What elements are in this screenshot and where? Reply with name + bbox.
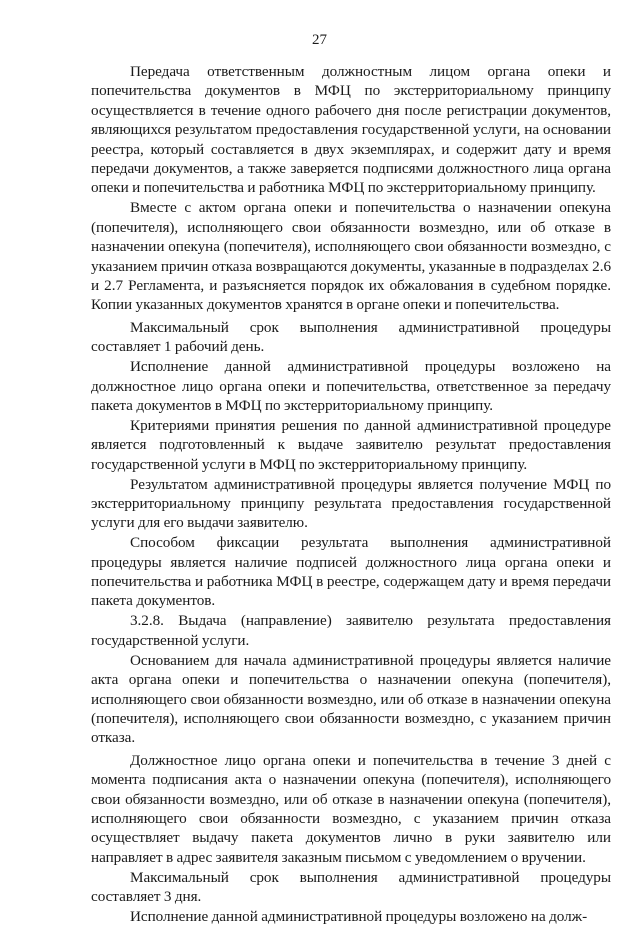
paragraph-fixation-method: Способом фиксации результата выполнения административной процедуры является наличие подписей должностного лица органа опеки и попечительства и работника МФЦ в реестре, содержащем дату и время передачи пакета документов. (91, 534, 611, 610)
section-heading-3-2-8: 3.2.8. Выдача (направление) заявителю результата предоставления государственной услуги. (91, 612, 611, 649)
page-number: 27 (312, 32, 327, 48)
document-body (91, 62, 611, 926)
paragraph-responsible-official: Исполнение данной административной процедуры возложено на должностное лицо органа опеки и попечительства, ответственное за передачу пакета документов в МФЦ по экстерриториальному принципу. (91, 358, 611, 414)
paragraph-procedure-basis: Основанием для начала административной процедуры является наличие акта органа опеки и попечительства о назначении опекуна (попечителя), исполняющего свои обязанности возмездно, или об отказе в назначении опекуна (попечителя), исполняющего свои обязанности возмездно, с указанием причин отказа. (91, 651, 611, 747)
paragraph-execution-assigned: Исполнение данной административной процедуры возложено на долж- (130, 907, 588, 925)
paragraph-return-documents: Вместе с актом органа опеки и попечительства о назначении опекуна (попечителя), исполняющего свои обязанности возмездно, или об отказе в назначении опекуна (попечителя), исполняющего свои обязанности возмездно, с указанием причин отказа возвращаются документы, указанные в подразделах 2.6 и 2.7 Регламента, и разъясняется порядок их обжалования в судебном порядке. Копии указанных документов хранятся в органе опеки и попечительства. (91, 199, 611, 314)
paragraph-transfer-documents: Передача ответственным должностным лицом органа опеки и попечительства документов в МФЦ по экстерриториальному принципу осуществляется в течение одного рабочего дня после регистрации документов, являющихся результатом предоставления государственной услуги, на основании реестра, который составляется в двух экземплярах, и содержит дату и время передачи документов, а также заверяется подписями должностного лица органа опеки и попечительства и работника МФЦ по экстерриториальному принципу. (91, 63, 611, 197)
paragraph-max-term-1-day: Максимальный срок выполнения административной процедуры составляет 1 рабочий день. (91, 318, 611, 356)
paragraph-decision-criteria: Критериями принятия решения по данной административной процедуре является подготовленный к выдаче заявителю результат предоставления государственной услуги в МФЦ по экстерриториальному принципу. (91, 416, 611, 473)
paragraph-max-term-3-days: Максимальный срок выполнения административной процедуры составляет 3 дня. (91, 868, 611, 906)
paragraph-procedure-result: Результатом административной процедуры является получение МФЦ по экстерриториальному принципу результата предоставления государственной услуги для его выдачи заявителю. (91, 475, 611, 532)
paragraph-issuance-within-3-days: Должностное лицо органа опеки и попечительства в течение 3 дней с момента подписания акта о назначении опекуна (попечителя), исполняющего свои обязанности возмездно, или об отказе в назначении опекуна (попечителя), исполняющего свои обязанности возмездно, с указанием причин отказа осуществляет выдачу пакета документов лично в руки заявителю или направляет в адрес заявителя заказным письмом с уведомлением о вручении. (91, 751, 611, 866)
